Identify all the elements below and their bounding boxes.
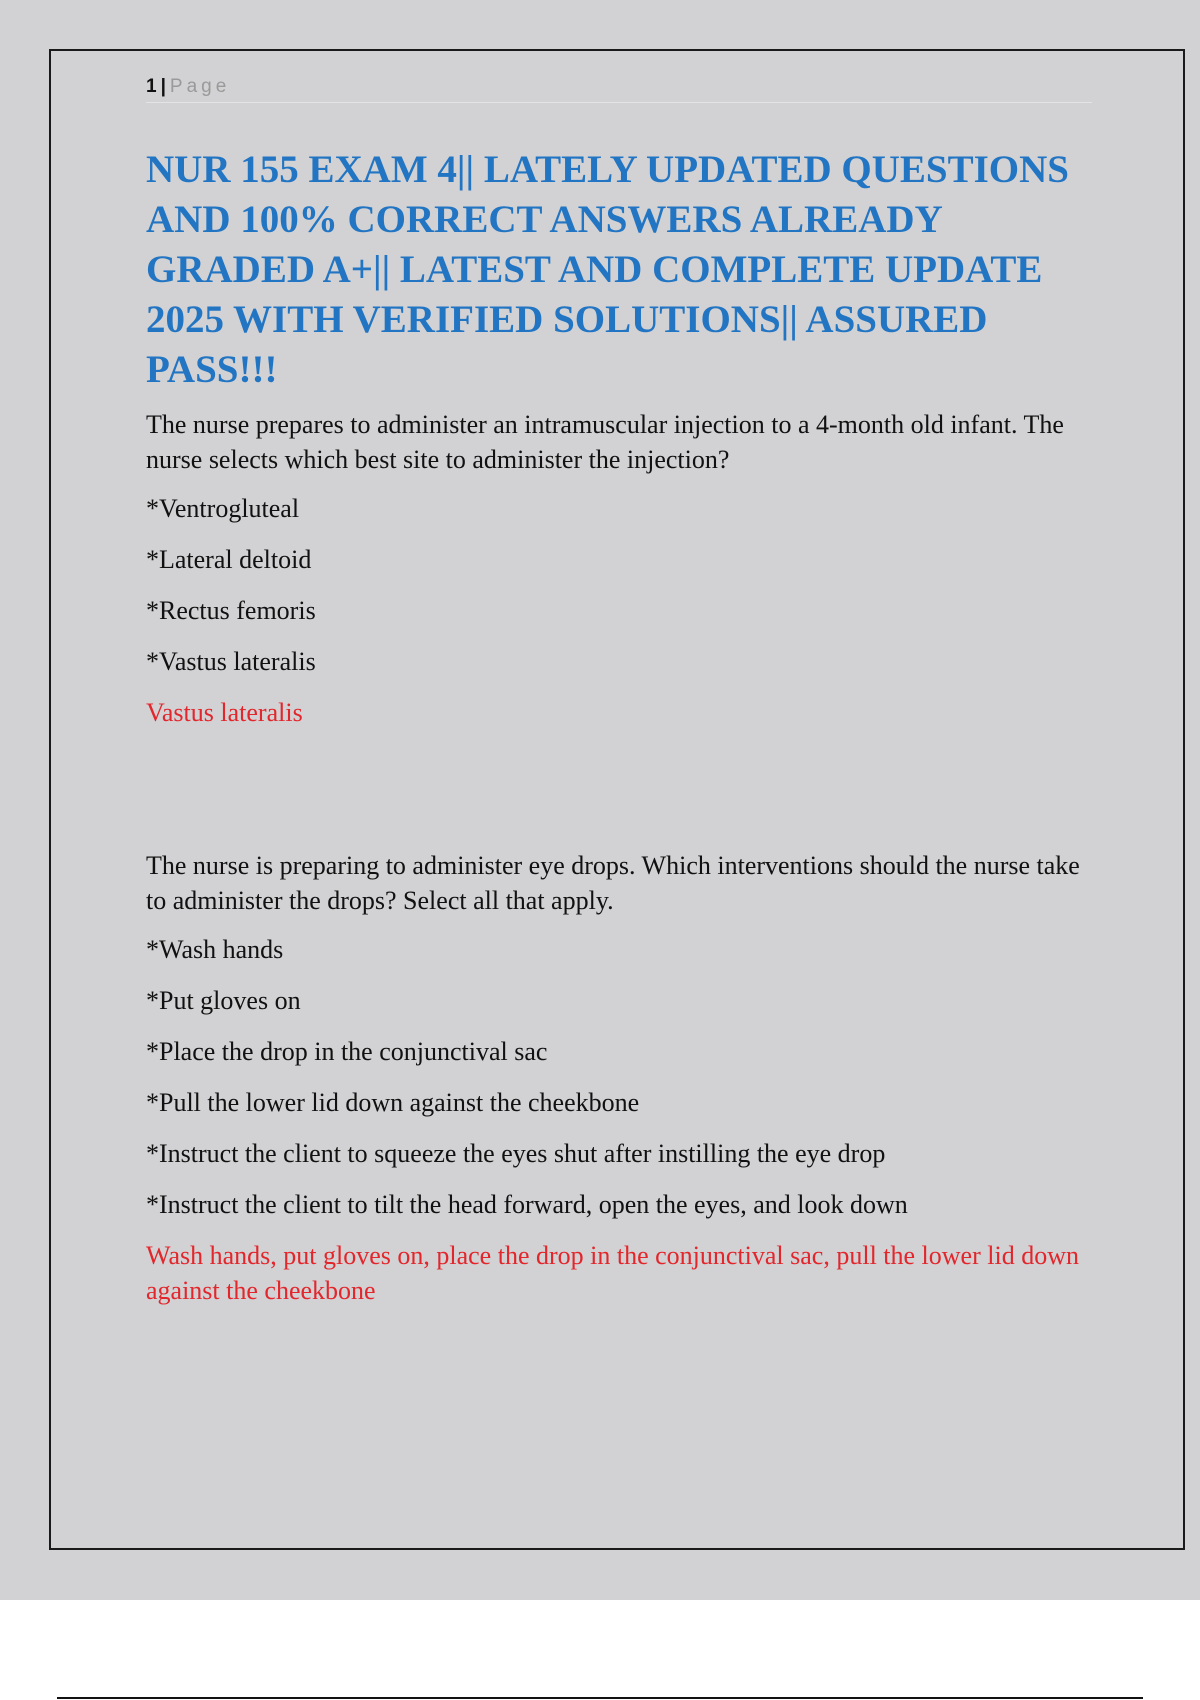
next-page-rule bbox=[57, 1697, 1143, 1699]
document-title: NUR 155 EXAM 4|| LATELY UPDATED QUESTIONS AND 100% CORRECT ANSWERS ALREADY GRADED A+|| LATEST AND COMPLETE UPDATE 2025 WITH VERIFIED SOLUTIONS|| ASSURED PASS!!! bbox=[146, 148, 1069, 391]
option-item: *Instruct the client to squeeze the eyes shut after instilling the eye drop bbox=[146, 1139, 886, 1168]
option-item: *Wash hands bbox=[146, 935, 284, 964]
question-block-2 bbox=[146, 848, 1092, 1308]
option-list bbox=[146, 491, 1092, 679]
question-text: The nurse prepares to administer an intramuscular injection to a 4-month old infant. The nurse selects which best site to administer the injection? bbox=[146, 410, 1064, 474]
document-content bbox=[146, 145, 1092, 1308]
option-item: *Vastus lateralis bbox=[146, 647, 316, 676]
question-text: The nurse is preparing to administer eye drops. Which interventions should the nurse take to administer the drops? Select all that apply. bbox=[146, 851, 1080, 915]
page-header bbox=[146, 74, 1092, 103]
question-block-1 bbox=[146, 407, 1092, 730]
page-number: 1 bbox=[146, 76, 157, 97]
page-label: Page bbox=[169, 76, 231, 97]
option-item: *Ventrogluteal bbox=[146, 494, 300, 523]
option-item: *Instruct the client to tilt the head forward, open the eyes, and look down bbox=[146, 1190, 908, 1219]
option-item: *Pull the lower lid down against the cheekbone bbox=[146, 1088, 640, 1117]
option-item: *Lateral deltoid bbox=[146, 545, 312, 574]
page-separator: | bbox=[160, 76, 166, 97]
answer-text: Wash hands, put gloves on, place the drop in the conjunctival sac, pull the lower lid down against the cheekbone bbox=[146, 1241, 1079, 1305]
option-list bbox=[146, 932, 1092, 1222]
answer-text: Vastus lateralis bbox=[146, 698, 303, 727]
option-item: *Place the drop in the conjunctival sac bbox=[146, 1037, 548, 1066]
option-item: *Put gloves on bbox=[146, 986, 301, 1015]
option-item: *Rectus femoris bbox=[146, 596, 316, 625]
